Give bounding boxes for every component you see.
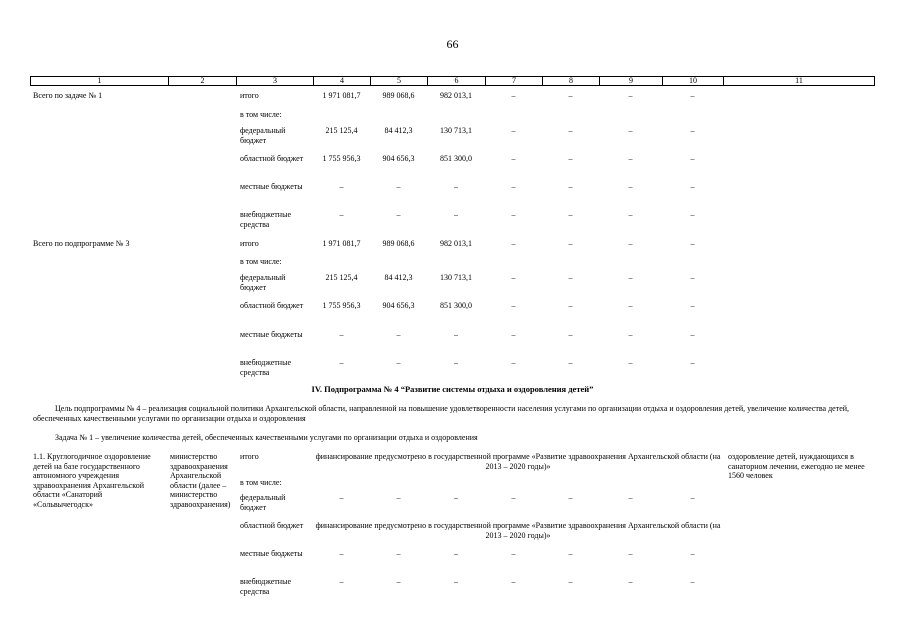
- value-col5: –: [396, 182, 401, 191]
- value-col9: –: [628, 273, 633, 282]
- value-col6: –: [454, 182, 458, 191]
- value-col4: 1 755 956,3: [322, 301, 361, 310]
- value-col8: –: [568, 330, 573, 339]
- value-col7: –: [511, 549, 516, 558]
- value-col8: –: [568, 91, 573, 100]
- item-name: 1.1. Круглогодичное оздоровление детей на базе государственного автономного учреждения здравоохранения Архангельской области «Санаторий «Сольвычегодск»: [33, 452, 151, 509]
- value-col6: –: [454, 493, 458, 502]
- value-col10: –: [690, 330, 695, 339]
- value-col7: –: [511, 273, 516, 282]
- value-col8: –: [568, 126, 573, 135]
- row-label: в том числе:: [240, 110, 282, 119]
- value-col10: –: [690, 91, 695, 100]
- value-col6: 130 713,1: [440, 126, 472, 135]
- value-col4: –: [339, 493, 344, 502]
- value-col10: –: [690, 301, 695, 310]
- value-col9: –: [628, 182, 633, 191]
- row-label: в том числе:: [240, 257, 282, 266]
- row-label: внебюджетные средства: [240, 577, 291, 596]
- col-header-1: 1: [31, 77, 169, 85]
- value-col10: –: [690, 358, 695, 367]
- block-label: Всего по подпрограмме № 3: [33, 239, 130, 248]
- row-label: федеральный бюджет: [240, 493, 286, 512]
- value-col9: –: [628, 210, 633, 219]
- value-col7: –: [511, 358, 516, 367]
- value-col4: 215 125,4: [325, 126, 358, 135]
- value-col5: 989 068,6: [382, 239, 415, 248]
- value-col10: –: [690, 273, 695, 282]
- value-col9: –: [628, 577, 633, 586]
- value-col4: –: [339, 330, 344, 339]
- value-col6: 130 713,1: [440, 273, 472, 282]
- value-col5: –: [396, 210, 401, 219]
- table-header-row: [30, 76, 875, 86]
- value-col5: –: [396, 493, 401, 502]
- col-header-10: 10: [663, 77, 724, 85]
- value-col4: –: [339, 358, 344, 367]
- value-col7: –: [511, 126, 516, 135]
- value-col7: –: [511, 577, 516, 586]
- row-label: итого: [240, 239, 259, 248]
- value-col8: –: [568, 154, 573, 163]
- value-col8: –: [568, 182, 573, 191]
- value-col9: –: [628, 154, 633, 163]
- row-label: областной бюджет: [240, 301, 304, 310]
- value-col10: –: [690, 182, 695, 191]
- value-col5: –: [396, 358, 401, 367]
- col-header-7: 7: [486, 77, 543, 85]
- col-header-9: 9: [600, 77, 663, 85]
- value-col10: –: [690, 154, 695, 163]
- page-number: 66: [446, 37, 459, 51]
- row-label: внебюджетные средства: [240, 210, 291, 229]
- value-col7: –: [511, 182, 516, 191]
- value-col4: 215 125,4: [325, 273, 358, 282]
- value-col5: –: [396, 549, 401, 558]
- section-title: IV. Подпрограмма № 4 “Развитие системы отдыха и оздоровления детей”: [311, 384, 594, 394]
- value-col6: 982 013,1: [440, 91, 472, 100]
- value-col9: –: [628, 239, 633, 248]
- value-col10: –: [690, 493, 695, 502]
- value-col7: –: [511, 210, 516, 219]
- subprogram-task: Задача № 1 – увеличение количества детей, обеспеченных качественными услугами по организации отдыха и оздоровления: [55, 433, 478, 442]
- row-label: местные бюджеты: [240, 330, 303, 339]
- value-col7: –: [511, 239, 516, 248]
- value-col5: 989 068,6: [382, 91, 415, 100]
- value-col8: –: [568, 239, 573, 248]
- value-col9: –: [628, 126, 633, 135]
- value-col6: –: [454, 577, 458, 586]
- row-label: местные бюджеты: [240, 182, 303, 191]
- value-col7: –: [511, 301, 516, 310]
- value-col6: 982 013,1: [440, 239, 472, 248]
- funding-note: финансирование предусмотрено в государственной программе «Развитие здравоохранения Архангельской области (на 2013 – 2020 годы)»: [315, 452, 721, 471]
- subprogram-goal: Цель подпрограммы № 4 – реализация социальной политики Архангельской области, направленной на повышение удовлетворенности населения услугами по организации отдыха и оздоровления детей, увеличение количества детей, обеспеченных качественными услугами по организации отдыха и оздоровления: [33, 404, 850, 423]
- value-col9: –: [628, 358, 633, 367]
- value-col7: –: [511, 154, 516, 163]
- row-label: внебюджетные средства: [240, 358, 291, 377]
- value-col7: –: [511, 330, 516, 339]
- value-col6: –: [454, 358, 458, 367]
- funding-note: финансирование предусмотрено в государственной программе «Развитие здравоохранения Архангельской области (на 2013 – 2020 годы)»: [315, 521, 721, 540]
- value-col5: 904 656,3: [382, 154, 415, 163]
- value-col6: 851 300,0: [440, 154, 472, 163]
- value-col9: –: [628, 493, 633, 502]
- value-col6: 851 300,0: [440, 301, 472, 310]
- value-col9: –: [628, 330, 633, 339]
- row-label: итого: [240, 91, 259, 100]
- value-col5: 904 656,3: [382, 301, 415, 310]
- value-col10: –: [690, 549, 695, 558]
- row-label: областной бюджет: [240, 154, 304, 163]
- value-col8: –: [568, 210, 573, 219]
- col-header-6: 6: [428, 77, 486, 85]
- item-result: оздоровление детей, нуждающихся в санаторном лечении, ежегодно не менее 1560 человек: [728, 452, 865, 481]
- row-label: местные бюджеты: [240, 549, 303, 558]
- value-col6: –: [454, 210, 458, 219]
- value-col4: –: [339, 549, 344, 558]
- value-col5: –: [396, 577, 401, 586]
- value-col8: –: [568, 493, 573, 502]
- value-col10: –: [690, 126, 695, 135]
- value-col4: –: [339, 210, 344, 219]
- value-col4: 1 755 956,3: [322, 154, 361, 163]
- value-col9: –: [628, 91, 633, 100]
- col-header-11: 11: [795, 76, 803, 85]
- value-col10: –: [690, 239, 695, 248]
- row-label: федеральный бюджет: [240, 126, 286, 145]
- value-col4: –: [339, 182, 344, 191]
- value-col4: 1 971 081,7: [322, 239, 361, 248]
- value-col9: –: [628, 301, 633, 310]
- row-label: областной бюджет: [240, 521, 304, 530]
- col-header-4: 4: [314, 77, 371, 85]
- value-col8: –: [568, 301, 573, 310]
- value-col10: –: [690, 577, 695, 586]
- value-col8: –: [568, 358, 573, 367]
- value-col5: 84 412,3: [384, 273, 413, 282]
- row-label: федеральный бюджет: [240, 273, 286, 292]
- value-col7: –: [511, 91, 516, 100]
- row-label: в том числе:: [240, 478, 282, 487]
- value-col6: –: [454, 549, 458, 558]
- row-label: итого: [240, 452, 259, 461]
- value-col4: 1 971 081,7: [322, 91, 361, 100]
- item-executor: министерство здравоохранения Архангельской области (далее – министерство здравоохранения): [170, 452, 231, 509]
- block-label: Всего по задаче № 1: [33, 91, 103, 100]
- col-header-5: 5: [371, 77, 428, 85]
- col-header-3: 3: [237, 77, 314, 85]
- value-col7: –: [511, 493, 516, 502]
- value-col6: –: [454, 330, 458, 339]
- value-col4: –: [339, 577, 344, 586]
- col-header-2: 2: [169, 77, 237, 85]
- value-col10: –: [690, 210, 695, 219]
- value-col8: –: [568, 273, 573, 282]
- value-col8: –: [568, 577, 573, 586]
- value-col8: –: [568, 549, 573, 558]
- col-header-8: 8: [543, 77, 600, 85]
- value-col9: –: [628, 549, 633, 558]
- value-col5: –: [396, 330, 401, 339]
- value-col5: 84 412,3: [384, 126, 413, 135]
